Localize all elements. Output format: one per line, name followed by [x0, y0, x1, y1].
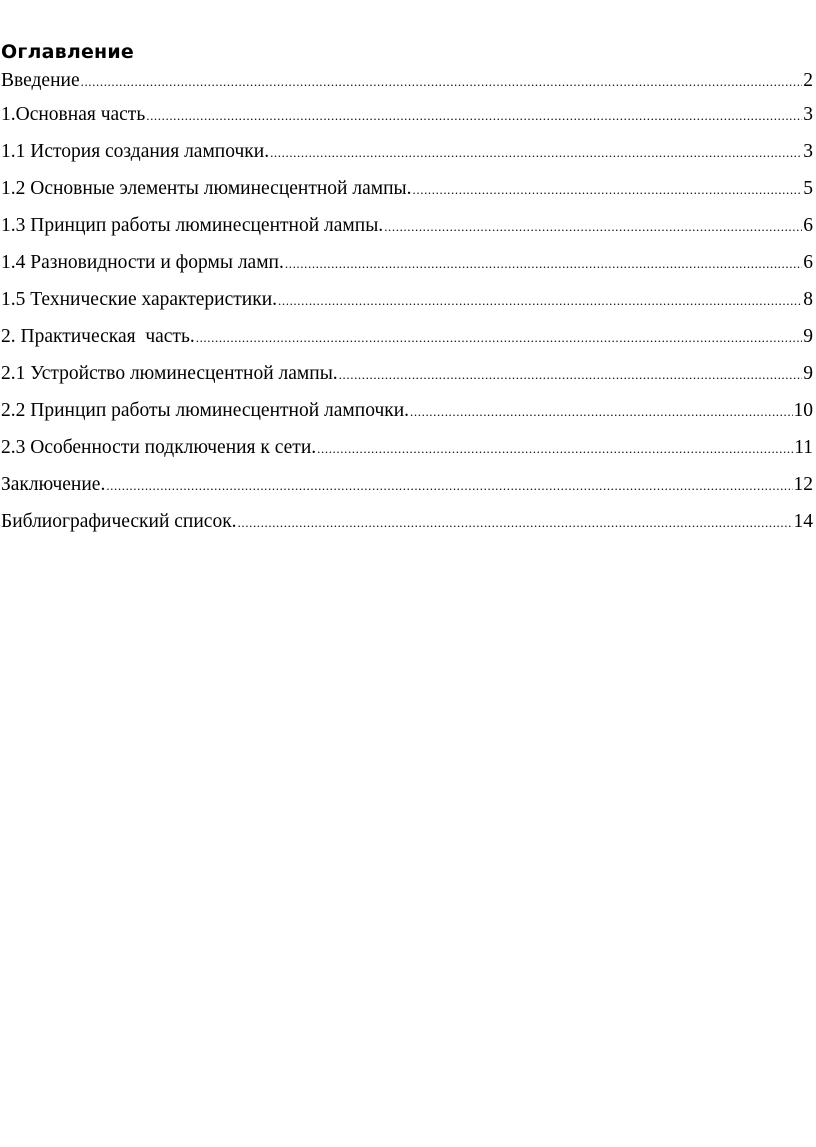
toc-entry-title: 1.5 Технические характеристики.: [1, 289, 278, 310]
toc-entry-page: 5: [803, 178, 813, 199]
toc-entry-page: 11: [794, 437, 813, 458]
toc-dot-leader: [146, 103, 802, 129]
toc-entry[interactable]: [1, 139, 813, 176]
toc-entry-page: 14: [793, 511, 813, 532]
toc-entry-page: 2: [803, 70, 813, 91]
toc-entry-page: 3: [803, 104, 813, 125]
toc-entry[interactable]: [1, 250, 813, 287]
toc-entry-title: 1.1 История создания лампочки.: [1, 141, 270, 162]
toc-dot-leader: [270, 140, 802, 166]
toc-entry-title: 2.2 Принцип работы люминесцентной лампочки.: [1, 400, 410, 421]
toc-entry[interactable]: [1, 509, 813, 546]
toc-entry-page: 12: [793, 474, 813, 495]
toc-dot-leader: [410, 399, 792, 425]
toc-entry[interactable]: [1, 213, 813, 250]
toc-entry-page: 6: [803, 252, 813, 273]
toc-entry-title: 1.2 Основные элементы люминесцентной лампы.: [1, 178, 412, 199]
toc-dot-leader: [106, 473, 792, 499]
toc-entry-title: Библиографический список.: [1, 511, 237, 532]
toc-dot-leader: [81, 69, 803, 95]
toc-entry[interactable]: [1, 398, 813, 435]
toc-dot-leader: [384, 214, 802, 240]
toc-entry[interactable]: [1, 324, 813, 361]
toc-entry-page: 8: [803, 289, 813, 310]
toc-entry-page: 9: [803, 326, 813, 347]
toc-dot-leader: [238, 510, 793, 536]
toc-dot-leader: [413, 177, 803, 203]
toc-entry-title: 1.Основная часть: [1, 104, 146, 125]
toc-dot-leader: [339, 362, 803, 388]
toc-dot-leader: [278, 288, 802, 314]
toc-heading: Оглавление: [1, 41, 134, 63]
toc-entry-page: 10: [793, 400, 813, 421]
toc-entry-page: 6: [803, 215, 813, 236]
toc-entry[interactable]: [1, 361, 813, 398]
toc-entry-page: 3: [803, 141, 813, 162]
toc-entry-title: 1.4 Разновидности и формы ламп.: [1, 252, 284, 273]
toc-dot-leader: [317, 436, 793, 462]
toc-entry[interactable]: [1, 102, 813, 139]
toc-entry-page: 9: [803, 363, 813, 384]
toc-entry[interactable]: [1, 435, 813, 472]
toc-entry[interactable]: [1, 287, 813, 324]
toc-entry[interactable]: [1, 176, 813, 213]
toc-entry-title: 2. Практическая часть.: [1, 326, 195, 347]
toc-dot-leader: [196, 325, 803, 351]
toc-entry-title: Введение: [1, 70, 80, 91]
toc-entry-title: Заключение.: [1, 474, 106, 495]
toc-entry-title: 1.3 Принцип работы люминесцентной лампы.: [1, 215, 384, 236]
toc-entry[interactable]: [1, 68, 813, 102]
toc-entry-title: 2.3 Особенности подключения к сети.: [1, 437, 317, 458]
table-of-contents: [1, 68, 813, 546]
toc-dot-leader: [285, 251, 802, 277]
toc-entry[interactable]: [1, 472, 813, 509]
toc-entry-title: 2.1 Устройство люминесцентной лампы.: [1, 363, 338, 384]
